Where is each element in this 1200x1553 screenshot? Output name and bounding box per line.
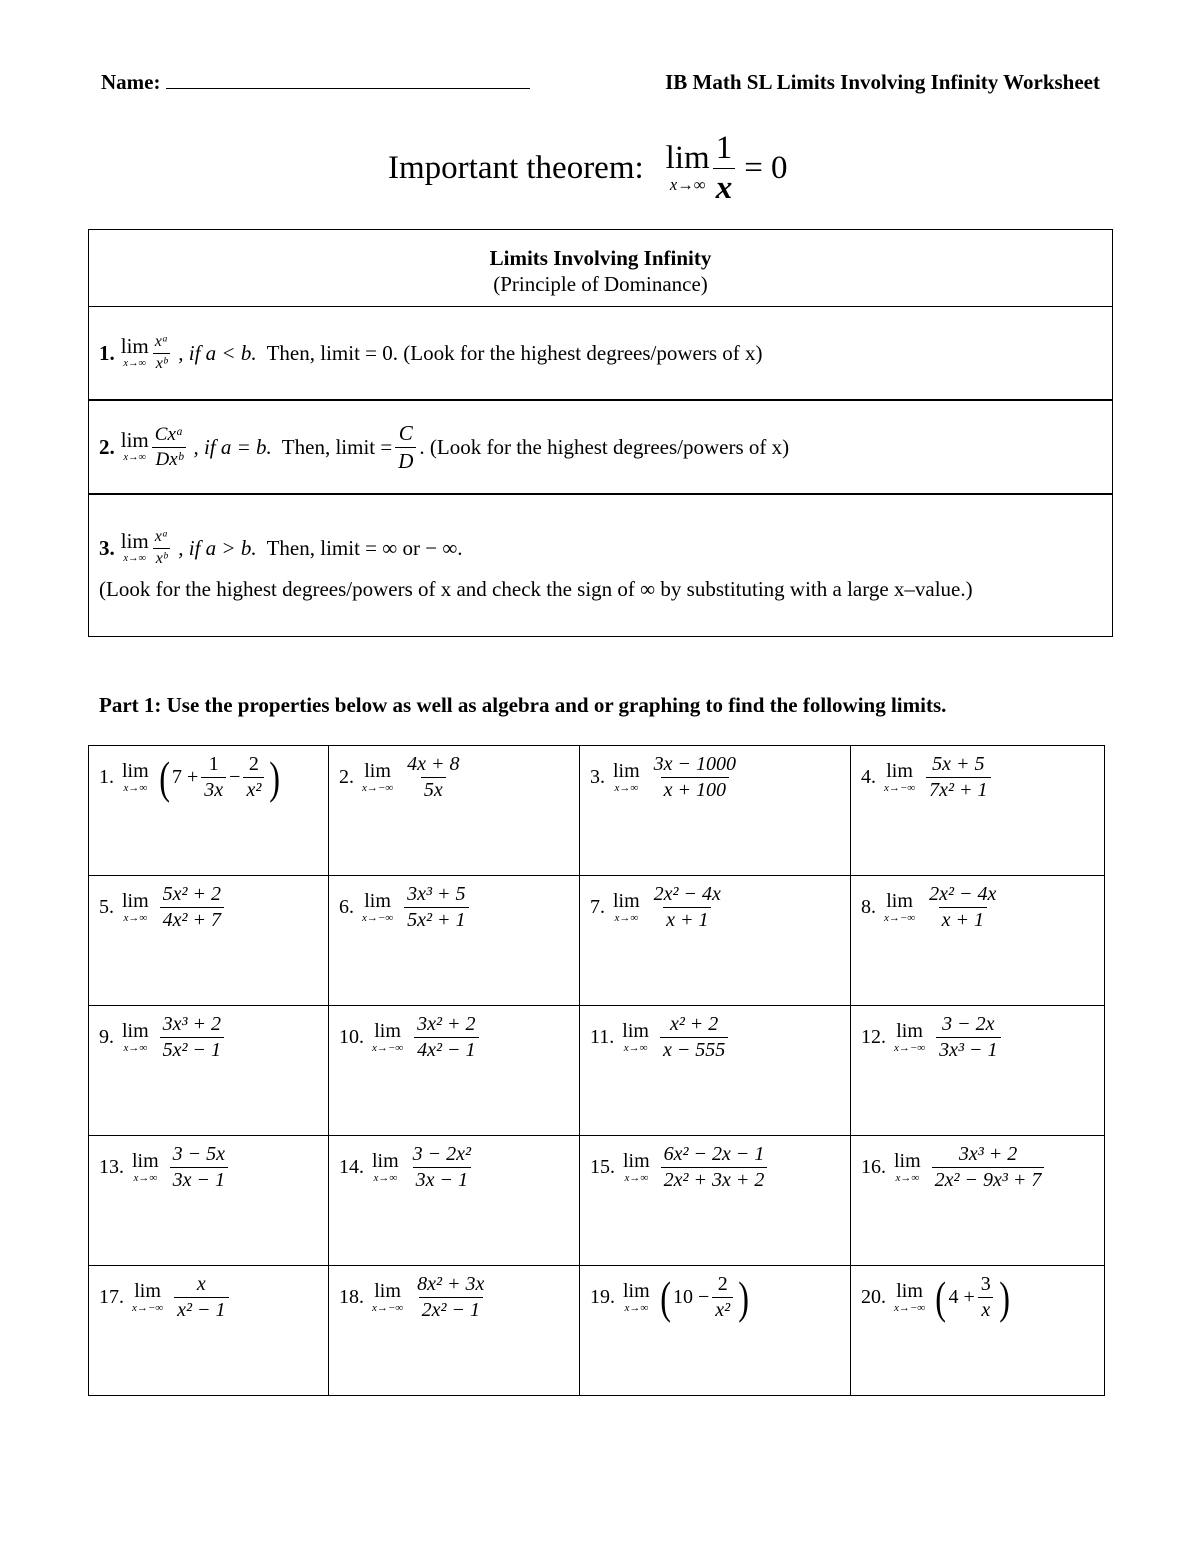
rule-fraction [152, 425, 187, 470]
problem-number: 5. [99, 896, 114, 918]
fraction-denominator: 4x² − 1 [414, 1037, 478, 1061]
fraction-numerator: 3x³ + 2 [958, 1143, 1018, 1165]
rule-fraction [152, 529, 171, 568]
problem-number: 10. [339, 1026, 364, 1048]
problem-number: 1. [99, 766, 114, 788]
fraction-denominator: x + 1 [939, 907, 987, 931]
rule-condition: , if a < b. [178, 340, 257, 365]
right-paren: ) [999, 1271, 1010, 1323]
problem-number: 8. [861, 896, 876, 918]
lim-subscript: x→−∞ [362, 912, 394, 924]
problem-lim [884, 761, 915, 794]
fraction-denominator: x [713, 168, 736, 206]
rule-3 [89, 495, 1112, 636]
fraction-denominator: x [978, 1297, 993, 1321]
problem-lim [132, 1151, 159, 1184]
problem-expression [99, 751, 328, 803]
problem-cell-9[interactable] [89, 1006, 329, 1136]
problem-lim [372, 1021, 403, 1054]
lim-text: lim [896, 1280, 923, 1302]
rule-number: 3. [99, 535, 115, 560]
rules-subtitle: (Principle of Dominance) [493, 272, 708, 296]
problem-expression [339, 1274, 579, 1321]
theorem-label: Important theorem: [388, 149, 644, 186]
problem-cell-10[interactable] [329, 1006, 580, 1136]
fraction-numerator: 3x − 1000 [653, 753, 737, 775]
term-fraction-2 [243, 754, 264, 801]
problem-number: 17. [99, 1286, 124, 1308]
fraction-numerator: 2x² − 4x [653, 883, 721, 905]
problem-fraction [404, 884, 468, 931]
problem-expression [99, 1144, 328, 1191]
rule-lim [121, 430, 149, 464]
lim-text: lim [120, 529, 149, 554]
problem-fraction [174, 1274, 228, 1321]
problem-cell-16[interactable] [851, 1136, 1105, 1266]
problem-expression [590, 884, 850, 931]
fraction-numerator: x [196, 1273, 206, 1295]
lim-subscript: x→∞ [614, 912, 639, 924]
problem-fraction [404, 754, 462, 801]
lim-text: lim [364, 760, 391, 782]
problem-expression [99, 884, 328, 931]
problem-cell-6[interactable] [329, 876, 580, 1006]
problem-lim [894, 1151, 921, 1184]
fraction-numerator: 8x² + 3x [417, 1273, 485, 1295]
rules-title: Limits Involving Infinity [489, 246, 712, 270]
lim-text: lim [622, 1020, 649, 1042]
fraction-denominator: x + 100 [661, 777, 729, 801]
lim-subscript: x→∞ [624, 1302, 649, 1314]
problem-fraction [414, 1274, 487, 1321]
problem-expression [590, 1271, 850, 1323]
problem-row [89, 746, 1105, 876]
fraction-numerator: 2 [717, 1273, 728, 1295]
problem-fraction [936, 1014, 1000, 1061]
lim-text: lim [886, 890, 913, 912]
problem-number: 20. [861, 1286, 886, 1308]
problem-cell-18[interactable] [329, 1266, 580, 1396]
part1-instructions: Part 1: Use the properties below as well as algebra and or graphing to find the following limits. [99, 693, 947, 717]
fraction-numerator: Cxᵃ [154, 423, 184, 445]
fraction-numerator: 3 − 5x [172, 1143, 226, 1165]
problem-number: 12. [861, 1026, 886, 1048]
fraction-numerator: 5x² + 2 [162, 883, 222, 905]
problem-lim [894, 1281, 925, 1314]
fraction-numerator: 1 [715, 129, 733, 166]
lim-subscript: x→∞ [614, 782, 639, 794]
problem-cell-5[interactable] [89, 876, 329, 1006]
fraction-denominator: 3x [201, 777, 226, 801]
left-paren: ( [659, 1271, 671, 1323]
problem-cell-13[interactable] [89, 1136, 329, 1266]
problem-expression [339, 884, 579, 931]
problem-number: 9. [99, 1026, 114, 1048]
fraction-numerator: 3 − 2x² [412, 1143, 472, 1165]
left-paren: ( [935, 1271, 947, 1323]
rules-header [89, 230, 1112, 307]
lim-subscript: x→∞ [624, 1172, 649, 1184]
lim-subscript: x→−∞ [132, 1302, 164, 1314]
lim-text: lim [122, 760, 149, 782]
fraction-numerator: 3 − 2x [942, 1013, 995, 1035]
problem-cell-11[interactable] [580, 1006, 851, 1136]
problem-lim [613, 891, 640, 924]
problem-row [89, 1266, 1105, 1396]
fraction-numerator: C [398, 421, 413, 446]
fraction-denominator: xᵇ [153, 353, 170, 373]
lim-text: lim [122, 890, 149, 912]
lim-subscript: x→−∞ [894, 1302, 926, 1314]
fraction-denominator: 3x − 1 [170, 1167, 228, 1191]
problem-number: 2. [339, 766, 354, 788]
parenthesized-expression [157, 751, 283, 803]
problem-fraction [926, 754, 990, 801]
fraction-denominator: 5x [421, 777, 446, 801]
problem-fraction [414, 1014, 478, 1061]
theorem-result: = 0 [744, 149, 788, 186]
problem-lim [372, 1281, 403, 1314]
problem-row [89, 1136, 1105, 1266]
rule-2 [89, 401, 1112, 495]
lim-subscript: x→∞ [895, 1172, 920, 1184]
problem-cell-12[interactable] [851, 1006, 1105, 1136]
lim-subscript: x→−∞ [372, 1042, 404, 1054]
problem-fraction [926, 884, 999, 931]
theorem-lim [666, 142, 710, 194]
problem-expression [99, 1274, 328, 1321]
fraction-numerator: 3 [980, 1273, 991, 1295]
rule-3-note: (Look for the highest degrees/powers of x and check the sign of ∞ by substituting with a large x–value.) [99, 577, 973, 602]
lim-subscript: x→−∞ [894, 1042, 926, 1054]
fraction-numerator: 6x² − 2x − 1 [663, 1143, 765, 1165]
lim-text: lim [613, 760, 640, 782]
fraction-denominator: x² [712, 1297, 733, 1321]
problem-cell-2[interactable] [329, 746, 580, 876]
problem-number: 13. [99, 1156, 124, 1178]
fraction-numerator: xᵃ [154, 527, 169, 545]
problem-fraction [660, 1014, 728, 1061]
paren-pre: 10 − [673, 1286, 710, 1308]
problem-lim [894, 1021, 925, 1054]
problem-number: 19. [590, 1286, 615, 1308]
right-paren: ) [738, 1271, 750, 1323]
problem-fraction [661, 1144, 768, 1191]
problem-number: 7. [590, 896, 605, 918]
fraction-denominator: 3x − 1 [413, 1167, 471, 1191]
lim-text: lim [132, 1150, 159, 1172]
problem-lim [122, 891, 149, 924]
problem-cell-20[interactable] [851, 1266, 1105, 1396]
problem-fraction [160, 1014, 224, 1061]
rule-text-after: . (Look for the highest degrees/powers of x) [419, 434, 790, 459]
problem-expression [590, 1014, 850, 1061]
rule-3-line-1 [99, 529, 463, 568]
lim-subscript: x→∞ [123, 782, 148, 794]
problem-row [89, 1006, 1105, 1136]
lim-subscript: x→−∞ [884, 782, 916, 794]
problem-expression [590, 1144, 850, 1191]
lim-text: lim [134, 1280, 161, 1302]
problem-expression [861, 754, 1104, 801]
fraction-denominator: 7x² + 1 [926, 777, 990, 801]
left-paren: ( [158, 751, 170, 803]
problem-lim [884, 891, 915, 924]
problem-cell-17[interactable] [89, 1266, 329, 1396]
name-label: Name: [101, 70, 161, 94]
lim-subscript: x→∞ [123, 452, 147, 464]
theorem-fraction [713, 131, 736, 205]
problem-cell-1[interactable] [89, 746, 329, 876]
rule-fraction [152, 334, 171, 373]
lim-text: lim [623, 1280, 650, 1302]
problem-lim [613, 761, 640, 794]
problem-expression [339, 1144, 579, 1191]
lim-subscript: x→∞ [123, 358, 147, 370]
lim-subscript: x→∞ [123, 1042, 148, 1054]
fraction-numerator: 2x² − 4x [929, 883, 997, 905]
problem-number: 15. [590, 1156, 615, 1178]
problem-cell-3[interactable] [580, 746, 851, 876]
lim-text: lim [372, 1150, 399, 1172]
rule-result-fraction [395, 422, 416, 471]
fraction-denominator: Dxᵇ [152, 447, 185, 470]
problem-lim [122, 1021, 149, 1054]
term-fraction [201, 754, 226, 801]
problem-number: 11. [590, 1026, 615, 1048]
fraction-denominator: 5x² − 1 [160, 1037, 224, 1061]
fraction-numerator: x² + 2 [669, 1013, 719, 1035]
lim-subscript: x→∞ [623, 1042, 648, 1054]
lim-subscript: x→∞ [123, 553, 147, 565]
rule-number: 1. [99, 340, 115, 365]
lim-subscript: x→−∞ [372, 1302, 404, 1314]
rule-condition: , if a = b. [193, 434, 272, 459]
parenthesized-expression [658, 1271, 752, 1323]
rule-number: 2. [99, 434, 115, 459]
lim-subscript: x→∞ [123, 912, 148, 924]
fraction-numerator: 3x³ + 2 [162, 1013, 222, 1035]
lim-text: lim [120, 334, 149, 359]
fraction-numerator: 4x + 8 [407, 753, 460, 775]
fraction-denominator: 5x² + 1 [404, 907, 468, 931]
lim-text: lim [896, 1020, 923, 1042]
lim-subscript: x→∞ [669, 175, 706, 195]
worksheet-title: IB Math SL Limits Involving Infinity Worksheet [665, 70, 1100, 94]
rule-text: Then, limit = 0. (Look for the highest degrees/powers of x) [266, 340, 763, 365]
fraction-denominator: 2x² + 3x + 2 [661, 1167, 768, 1191]
paren-pre: 4 + [948, 1286, 975, 1308]
fraction-denominator: 2x² − 1 [419, 1297, 483, 1321]
paren-mid: − [229, 766, 241, 788]
lim-text: lim [894, 1150, 921, 1172]
problem-row [89, 876, 1105, 1006]
dominance-rules-box [88, 229, 1113, 637]
lim-text: lim [623, 1150, 650, 1172]
fraction-denominator: x − 555 [660, 1037, 728, 1061]
problem-fraction [170, 1144, 228, 1191]
fraction-denominator: x² − 1 [174, 1297, 228, 1321]
page-header [101, 70, 1100, 100]
problem-fraction [410, 1144, 474, 1191]
lim-text: lim [374, 1280, 401, 1302]
parenthesized-expression [933, 1271, 1012, 1323]
rule-condition: , if a > b. [178, 535, 257, 560]
lim-subscript: x→∞ [373, 1172, 398, 1184]
fraction-numerator: 3x³ + 5 [407, 883, 466, 905]
problem-expression [861, 1014, 1104, 1061]
problem-number: 3. [590, 766, 605, 788]
fraction-numerator: 3x² + 2 [417, 1013, 476, 1035]
fraction-denominator: xᵇ [153, 548, 170, 568]
problem-expression [339, 754, 579, 801]
lim-subscript: x→−∞ [884, 912, 916, 924]
problem-fraction [160, 884, 224, 931]
problem-lim [132, 1281, 163, 1314]
problem-number: 4. [861, 766, 876, 788]
rule-lim [121, 336, 149, 370]
right-paren: ) [269, 751, 281, 803]
problem-cell-8[interactable] [851, 876, 1105, 1006]
fraction-numerator: xᵃ [154, 332, 169, 350]
fraction-denominator: 2x² − 9x³ + 7 [932, 1167, 1045, 1191]
problem-cell-19[interactable] [580, 1266, 851, 1396]
problem-number: 18. [339, 1286, 364, 1308]
name-blank-line[interactable] [166, 71, 530, 89]
fraction-numerator: 2 [248, 753, 259, 775]
problem-lim [362, 761, 393, 794]
lim-text: lim [374, 1020, 401, 1042]
problem-cell-15[interactable] [580, 1136, 851, 1266]
rule-lim [121, 531, 149, 565]
fraction-denominator: x² [243, 777, 264, 801]
problem-expression [339, 1014, 579, 1061]
problem-fraction [651, 884, 724, 931]
problem-lim [623, 1281, 650, 1314]
fraction-numerator: 5x + 5 [932, 753, 985, 775]
important-theorem [388, 128, 788, 208]
problem-lim [122, 761, 149, 794]
problem-grid [88, 745, 1105, 1396]
lim-text: lim [665, 140, 710, 177]
problem-fraction [651, 754, 739, 801]
lim-text: lim [886, 760, 913, 782]
problem-number: 6. [339, 896, 354, 918]
problem-expression [861, 1144, 1104, 1191]
problem-cell-14[interactable] [329, 1136, 580, 1266]
rule-text: Then, limit = ∞ or − ∞. [266, 535, 463, 560]
problem-lim [362, 891, 393, 924]
name-field [101, 70, 530, 95]
fraction-denominator: 4x² + 7 [160, 907, 224, 931]
problem-lim [372, 1151, 399, 1184]
problem-expression [590, 754, 850, 801]
problem-expression [861, 1271, 1104, 1323]
problem-cell-4[interactable] [851, 746, 1105, 876]
problem-cell-7[interactable] [580, 876, 851, 1006]
lim-text: lim [613, 890, 640, 912]
problem-expression [861, 884, 1104, 931]
rule-text: Then, limit = [281, 434, 393, 459]
lim-subscript: x→−∞ [362, 782, 394, 794]
fraction-denominator: D [395, 447, 416, 472]
problem-expression [99, 1014, 328, 1061]
fraction-denominator: x + 1 [663, 907, 711, 931]
lim-text: lim [364, 890, 391, 912]
lim-text: lim [122, 1020, 149, 1042]
problem-number: 16. [861, 1156, 886, 1178]
rule-1 [89, 307, 1112, 401]
problem-lim [622, 1021, 649, 1054]
problem-number: 14. [339, 1156, 364, 1178]
fraction-numerator: 1 [208, 753, 219, 775]
term-fraction [978, 1274, 994, 1321]
lim-text: lim [120, 428, 149, 453]
problem-fraction [932, 1144, 1045, 1191]
problem-lim [623, 1151, 650, 1184]
fraction-denominator: 3x³ − 1 [936, 1037, 1000, 1061]
lim-subscript: x→∞ [133, 1172, 158, 1184]
term-fraction [712, 1274, 733, 1321]
paren-pre: 7 + [172, 766, 199, 788]
